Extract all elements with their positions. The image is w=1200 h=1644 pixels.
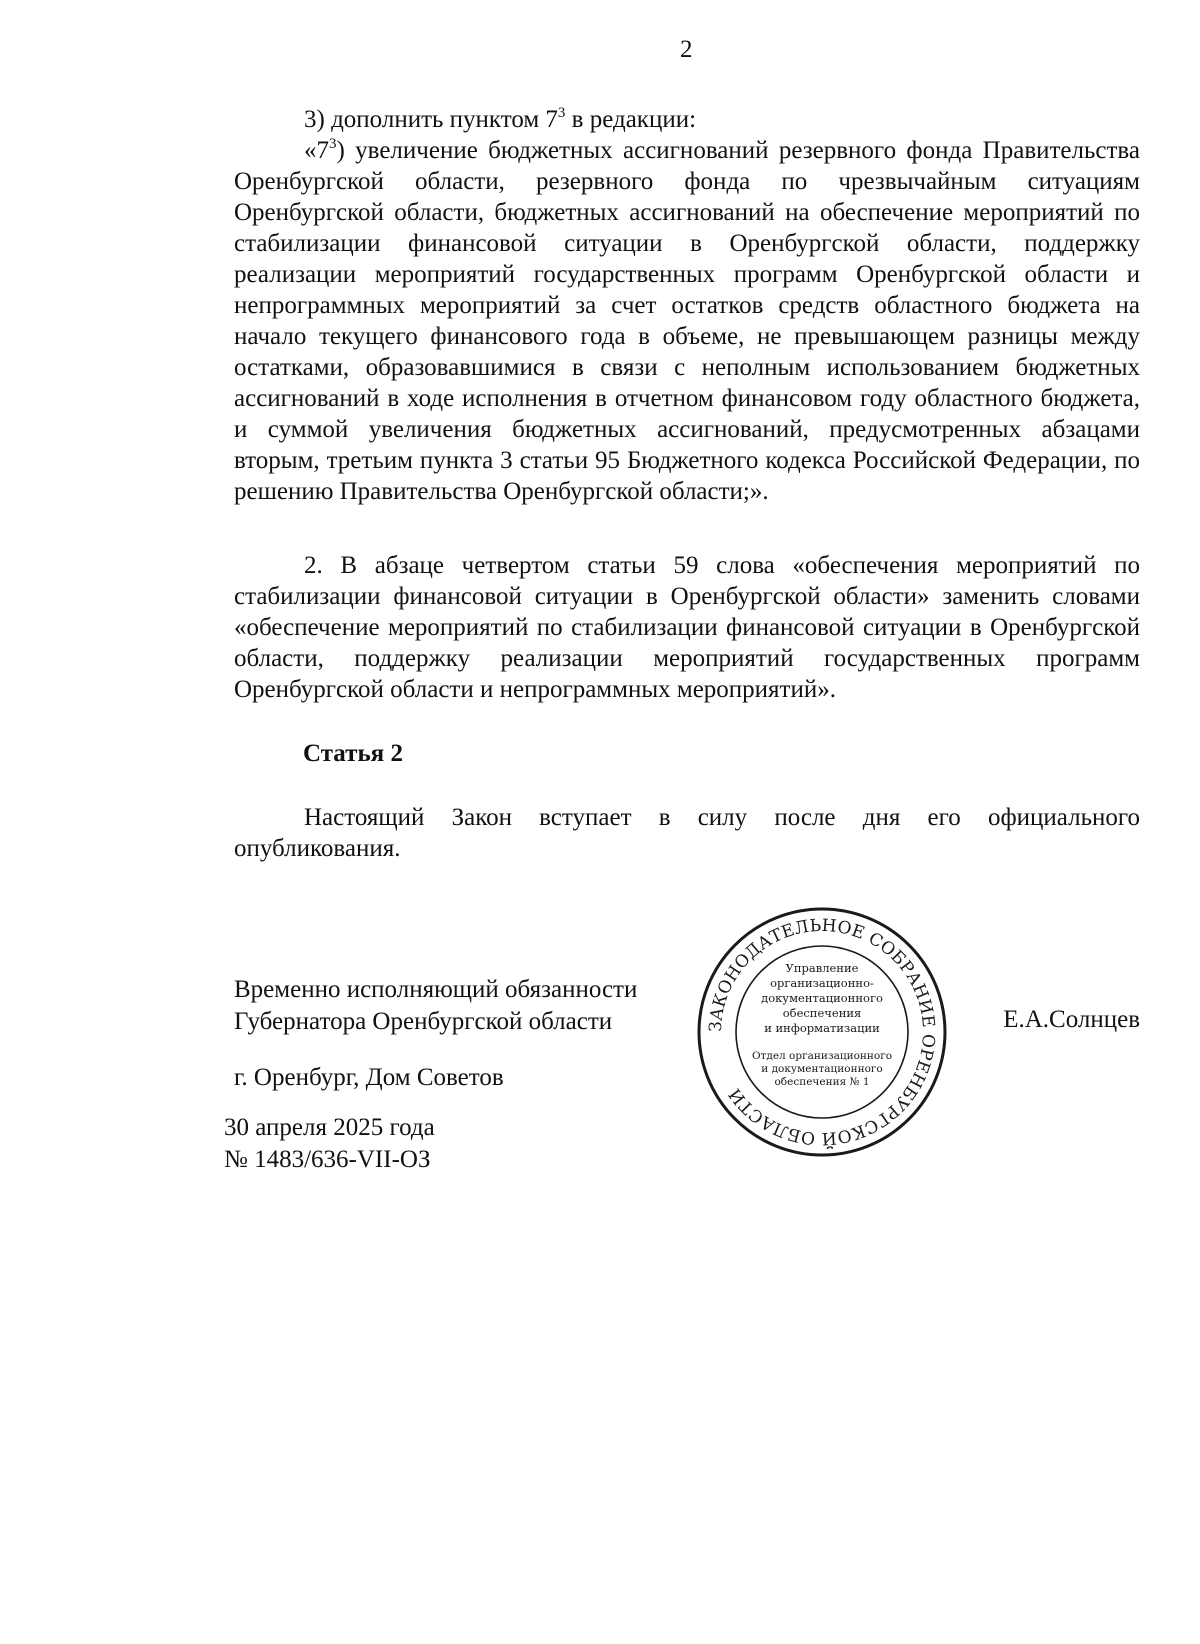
quote-open: «7: [304, 137, 329, 164]
signer-title-line-1: Временно исполняющий обязанности: [234, 976, 638, 1003]
stamp-inner-line-2: организационно-: [770, 976, 874, 990]
stamp-lower-line-3: обеспечения № 1: [774, 1076, 870, 1088]
stamp-inner-line-4: обеспечения: [782, 1006, 862, 1020]
item-3-prefix: 3) дополнить пунктом 7: [304, 106, 558, 133]
signer-title-line-2: Губернатора Оренбургской области: [234, 1008, 613, 1035]
article-2-text: Настоящий Закон вступает в силу после дня его официального опубликования.: [234, 804, 1140, 862]
quote-superscript: 3: [329, 136, 337, 152]
signer-name: Е.А.Солнцев: [1003, 1006, 1140, 1033]
quote-text: ) увеличение бюджетных ассигнований резервного фонда Правительства Оренбургской области, резервного фонда по чрезвычайным ситуациям Оренбургской области, бюджетных ассигнований на обеспечение мероприятий по стабилизации финансовой ситуации в Оренбургской области, поддержку реализации мероприятий государственных программ Оренбургской области и непрограммных мероприятий за счет остатков средств областного бюджета на начало текущего финансового года в объеме, не превышающем разницы между остатками, образовавшимися в связи с неполным использованием бюджетных ассигнований в ходе исполнения в отчетном финансовом году областного бюджета, и суммой увеличения бюджетных ассигнований, предусмотренных абзацами вторым, третьим пункта 3 статьи 95 Бюджетного кодекса Российской Федерации, по решению Правительства Оренбургской области;».: [234, 137, 1140, 505]
page-number: 2: [680, 36, 693, 63]
article-2-heading: Статья 2: [303, 740, 403, 767]
item-3-superscript: 3: [557, 105, 566, 121]
item-3-suffix: в редакции:: [565, 106, 697, 133]
signing-date: 30 апреля 2025 года: [224, 1114, 435, 1141]
stamp-inner-line-5: и информатизации: [764, 1021, 880, 1035]
law-number: № 1483/636-VII-ОЗ: [224, 1146, 431, 1173]
date-and-number: [224, 1112, 435, 1176]
signer-title: [234, 974, 637, 1038]
signing-place: г. Оренбург, Дом Советов: [234, 1064, 504, 1091]
stamp-inner-line-1: Управление: [785, 961, 859, 975]
item-2-block: [234, 550, 1140, 705]
item-3-paragraph: [234, 104, 1140, 135]
amendment-text-block: [234, 104, 1140, 507]
stamp-lower-line-2: и документационного: [761, 1063, 883, 1075]
stamp-outer-ring-text: ЗАКОНОДАТЕЛЬНОЕ СОБРАНИЕ ОРЕНБУРГСКОЙ ОБЛАСТИ: [705, 915, 939, 1149]
stamp-inner-line-3: документационного: [761, 991, 883, 1005]
stamp-lower-line-1: Отдел организационного: [751, 1050, 893, 1062]
quoted-item-paragraph: [234, 135, 1140, 507]
item-2-paragraph: 2. В абзаце четвертом статьи 59 слова «обеспечения мероприятий по стабилизации финансовой ситуации в Оренбургской области» заменить словами «обеспечение мероприятий по стабилизации финансовой ситуации в Оренбургской области, поддержку реализации мероприятий государственных программ Оренбургской области и непрограммных мероприятий».: [234, 552, 1140, 703]
official-stamp: [696, 906, 948, 1158]
